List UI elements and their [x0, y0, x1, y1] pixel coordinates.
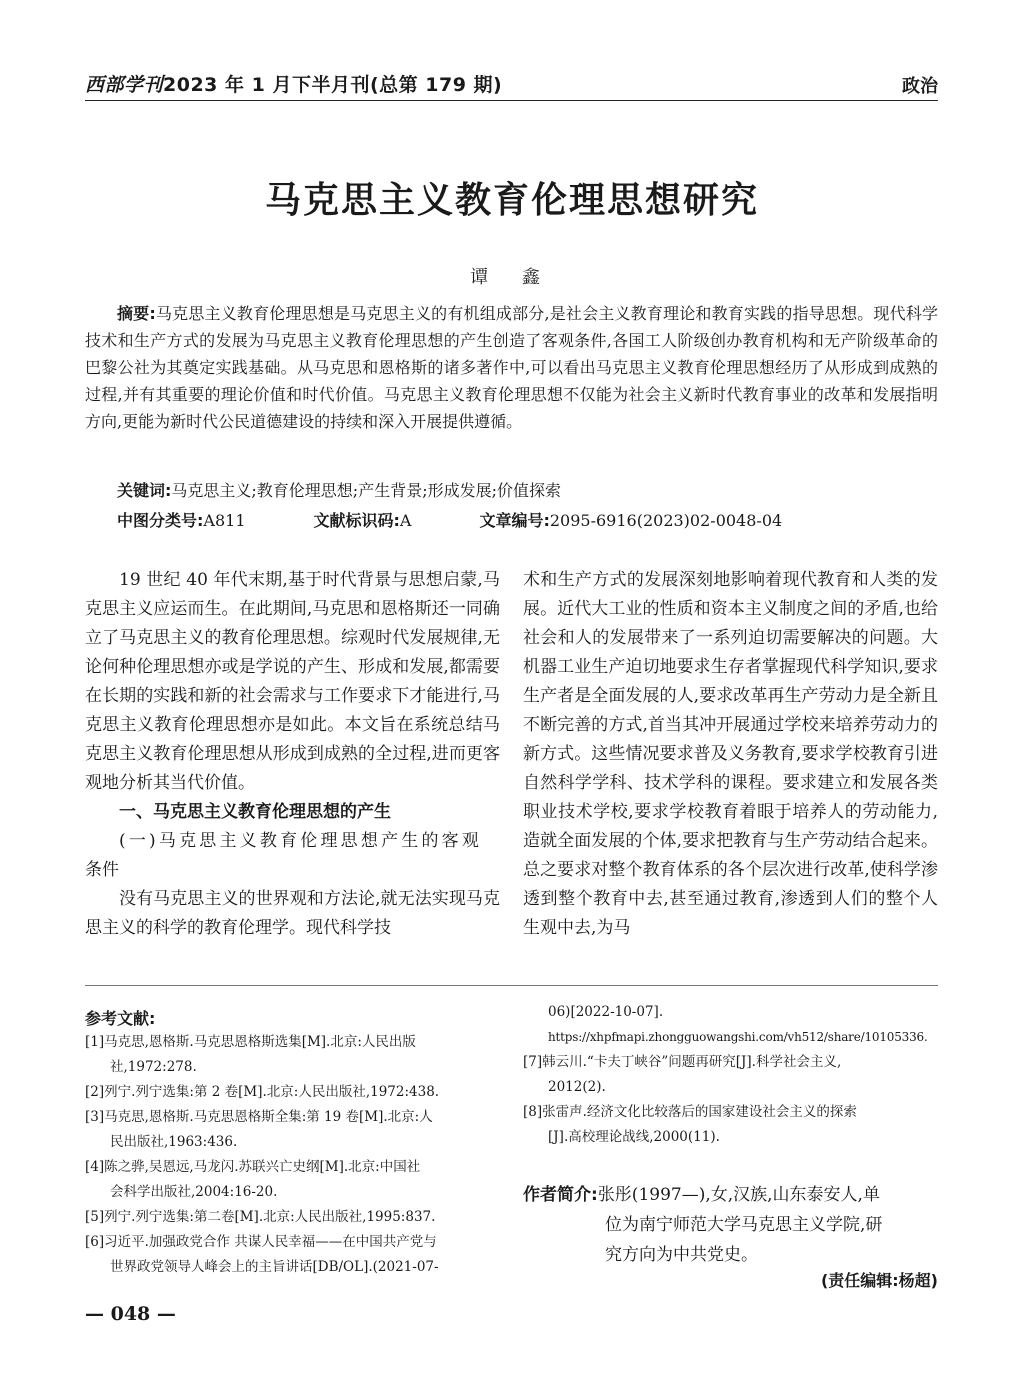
references-left [85, 1030, 500, 1280]
reference-item-cont: 2012(2). [548, 1079, 606, 1095]
subsection-heading: (一)马克思主义教育伦理思想产生的客观 [119, 831, 483, 851]
journal-header [85, 70, 502, 97]
footnote-divider [85, 985, 938, 986]
article-title: 马克思主义教育伦理思想研究 [264, 180, 759, 221]
header-rule [85, 100, 938, 101]
doc-code-value: A [399, 511, 412, 530]
reference-item-cont: [J].高校理论战线,2000(11). [548, 1129, 720, 1145]
author-name: 谭 鑫 [470, 267, 554, 288]
reference-item: [7]韩云川.“卡夫丁峡谷”问题再研究[J].科学社会主义, [523, 1054, 842, 1070]
bio-line: 位为南宁师范大学马克思主义学院,研 [605, 1215, 883, 1235]
reference-item-cont: 会科学出版社,2004:16-20. [110, 1184, 278, 1200]
abstract-label: 摘要: [117, 304, 156, 323]
reference-item: [6]习近平.加强政党合作 共谋人民幸福——在中国共产党与 [85, 1234, 437, 1250]
issue-info: 2023 年 1 月下半月刊(总第 179 期) [163, 74, 503, 96]
body-paragraph: 19 世纪 40 年代末期,基于时代背景与思想启蒙,马克思主义应运而生。在此期间,马克思和恩格斯还一同确立了马克思主义的教育伦理思想。综观时代发展规律,无论何种伦理思想亦或是学说的产生、形成和发展,都需要在长期的实践和新的社会需求与工作要求下才能进行,马克思主义教育伦理思想亦是如此。本文旨在系统总结马克思主义教育伦理思想从形成到成熟的全过程,进而更客观地分析其当代价值。 [85, 570, 500, 793]
reference-item: [1]马克思,恩格斯.马克思恩格斯选集[M].北京:人民出版 [85, 1034, 416, 1050]
bio-line: 究方向为中共党史。 [605, 1245, 758, 1265]
classification-line [117, 508, 782, 531]
reference-item: [3]马克思,恩格斯.马克思恩格斯全集:第 19 卷[M].北京:人 [85, 1109, 433, 1125]
keywords-text: 马克思主义;教育伦理思想;产生背景;形成发展;价值探索 [171, 481, 561, 500]
journal-logo: 西部学刊 [85, 74, 164, 96]
reference-item: [4]陈之骅,吴恩远,马龙闪.苏联兴亡史纲[M].北京:中国社 [85, 1159, 421, 1175]
section-label: 政治 [902, 76, 938, 97]
doc-code-label: 文献标识码: [313, 511, 400, 530]
bio-label: 作者简介: [523, 1185, 598, 1205]
bio-line: 张彤(1997—),女,汉族,山东泰安人,单 [597, 1185, 880, 1205]
author-bio [523, 1180, 938, 1270]
body-paragraph: 没有马克思主义的世界观和方法论,就无法实现马克思主义的科学的教育伦理学。现代科学技 [85, 889, 500, 938]
abstract-text: 马克思主义教育伦理思想是马克思主义的有机组成部分,是社会主义教育理论和教育实践的指导思想。现代科学技术和生产方式的发展为马克思主义教育伦理思想的产生创造了客观条件,各国工人阶级创办教育机构和无产阶级革命的巴黎公社为其奠定实践基础。从马克思和恩格斯的诸多著作中,可以看出马克思主义教育伦理思想经历了从形成到成熟的过程,并有其重要的理论价值和时代价值。马克思主义教育伦理思想不仅能为社会主义新时代教育事业的改革和发展指明方向,更能为新时代公民道德建设的持续和深入开展提供遵循。 [85, 304, 938, 431]
reference-item: [8]张雷声.经济文化比较落后的国家建设社会主义的探索 [523, 1104, 857, 1120]
editor-credit: (责任编辑:杨超) [820, 1271, 938, 1290]
article-no-value: 2095-6916(2023)02-0048-04 [549, 511, 783, 530]
references-title: 参考文献: [85, 1009, 156, 1028]
article-no-label: 文章编号: [479, 511, 550, 530]
clc-label: 中图分类号: [117, 511, 204, 530]
subsection-heading-cont: 条件 [85, 860, 119, 880]
reference-item-cont: 民出版社,1963:436. [110, 1134, 238, 1150]
keywords [117, 478, 561, 501]
body-right-column [523, 566, 938, 943]
reference-url: https://xhpfmapi.zhongguowangshi.com/vh512/share/10105336. [548, 1030, 928, 1044]
page-number: — 048 — [85, 1303, 176, 1325]
clc-value: A811 [203, 511, 246, 530]
reference-item: [5]列宁.列宁选集:第二卷[M].北京:人民出版社,1995:837. [85, 1209, 436, 1225]
reference-item-cont: 06)[2022-10-07]. [548, 1004, 664, 1020]
references-right [523, 1000, 938, 1150]
reference-item: [2]列宁.列宁选集:第 2 卷[M].北京:人民出版社,1972:438. [85, 1084, 440, 1100]
section-heading: 一、马克思主义教育伦理思想的产生 [119, 802, 391, 822]
keywords-label: 关键词: [117, 481, 172, 500]
reference-item-cont: 社,1972:278. [110, 1059, 197, 1075]
reference-item-cont: 世界政党领导人峰会上的主旨讲话[DB/OL].(2021-07- [110, 1259, 439, 1275]
body-left-column [85, 566, 500, 943]
abstract [85, 300, 938, 435]
body-paragraph: 术和生产方式的发展深刻地影响着现代教育和人类的发展。近代大工业的性质和资本主义制度之间的矛盾,也给社会和人的发展带来了一系列迫切需要解决的问题。大机器工业生产迫切地要求生存者掌握现代科学知识,要求生产者是全面发展的人,要求改革再生产劳动力是全新且不断完善的方式,首当其冲开展通过学校来培养劳动力的新方式。这些情况要求普及义务教育,要求学校教育引进自然科学学科、技术学科的课程。要求建立和发展各类职业技术学校,要求学校教育着眼于培养人的劳动能力,造就全面发展的个体,要求把教育与生产劳动结合起来。总之要求对整个教育体系的各个层次进行改革,使科学渗透到整个教育中去,甚至通过教育,渗透到人们的整个人生观中去,为马 [523, 570, 938, 938]
